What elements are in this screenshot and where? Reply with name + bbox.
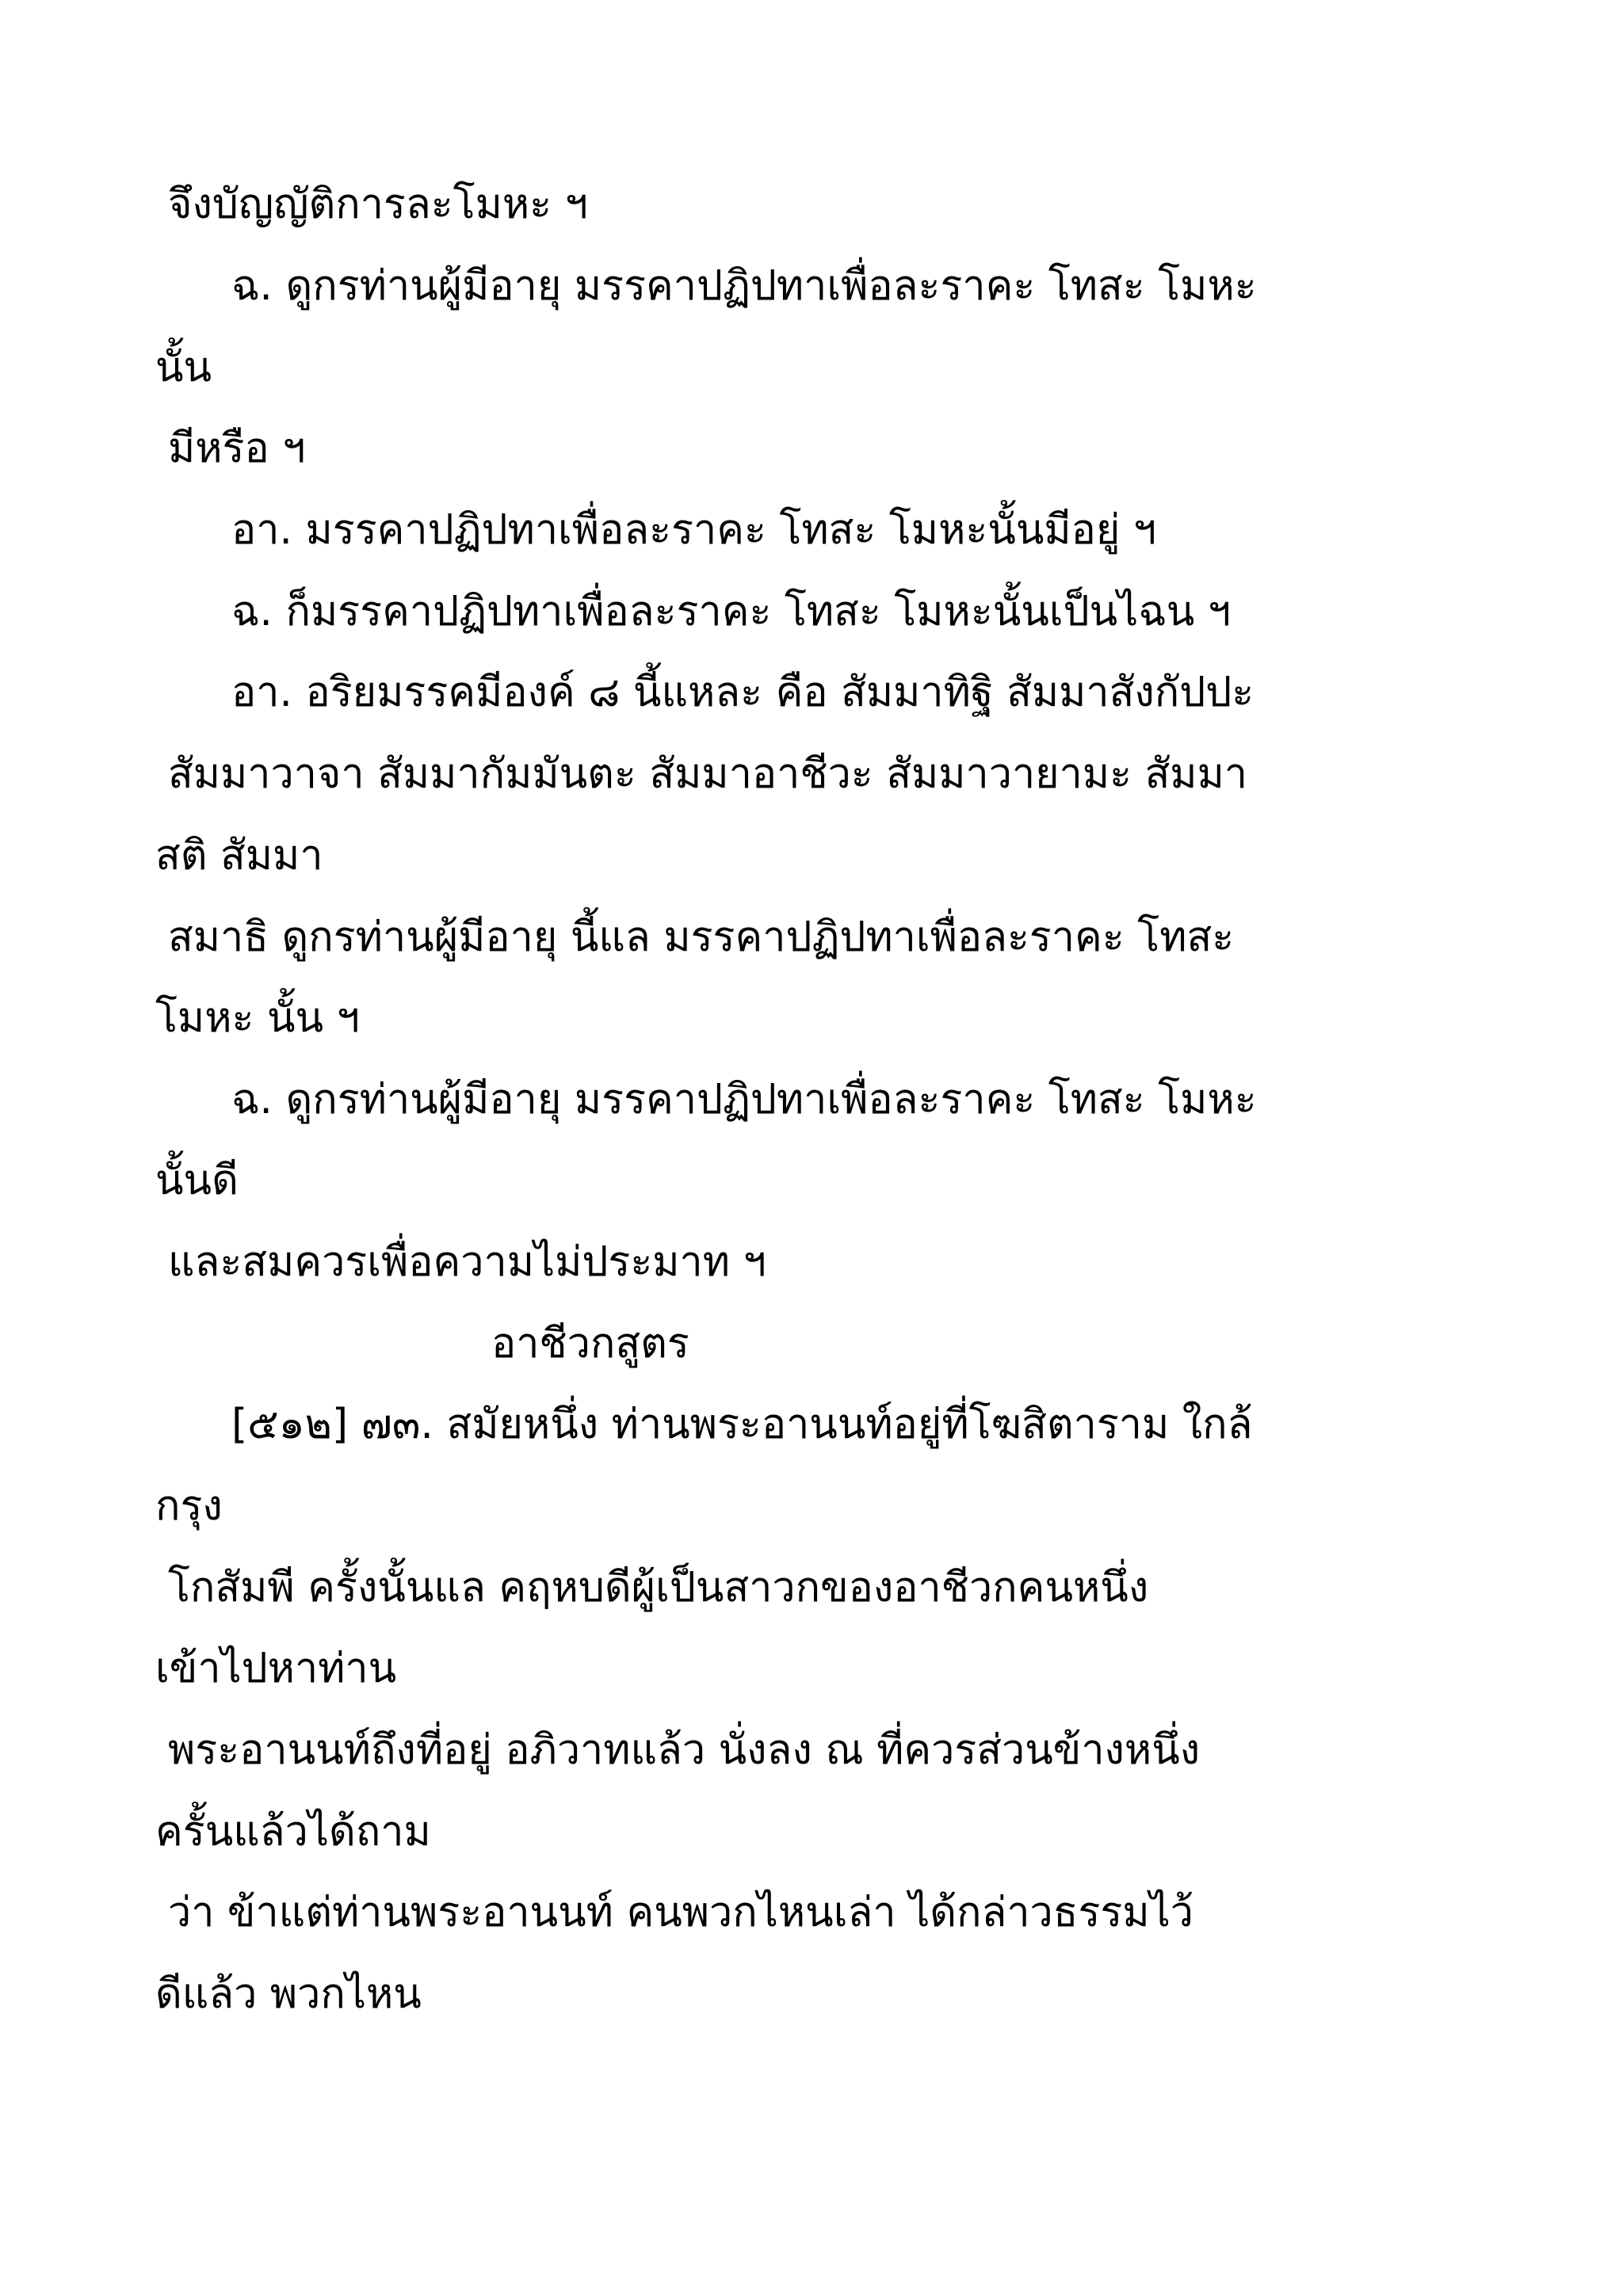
text-line: อา. มรรคาปฏิปทาเพื่อละราคะ โทสะ โมหะนั้นมีอยู่ ฯ bbox=[231, 506, 1157, 554]
text-line: จึงบัญญัติการละโมหะ ฯ bbox=[168, 181, 588, 228]
text-line: พระอานนท์ถึงที่อยู่ อภิวาทแล้ว นั่งลง ณ ที่ควรส่วนข้างหนึ่ง bbox=[168, 1726, 1201, 1774]
text-line: ฉ. ก็มรรคาปฏิปทาเพื่อละราคะ โทสะ โมหะนั้นเป็นไฉน ฯ bbox=[231, 588, 1232, 635]
text-line: สัมมาวาจา สัมมากัมมันตะ สัมมาอาชีวะ สัมมาวายามะ สัมมา bbox=[168, 750, 1248, 798]
text-line: ฉ. ดูกรท่านผู้มีอายุ มรรคาปฏิปทาเพื่อละราคะ โทสะ โมหะ bbox=[231, 262, 1257, 310]
text-line: ว่า ข้าแต่ท่านพระอานนท์ คนพวกไหนเล่า ได้กล่าวธรรมไว้ bbox=[168, 1889, 1193, 1936]
text-line: ฉ. ดูกรท่านผู้มีอายุ มรรคาปฏิปทาเพื่อละราคะ โทสะ โมหะ bbox=[231, 1076, 1257, 1123]
text-line: มีหรือ ฯ bbox=[168, 425, 306, 472]
text-line: โกสัมพี ครั้งนั้นแล คฤหบดีผู้เป็นสาวกของอาชีวกคนหนึ่ง bbox=[168, 1564, 1149, 1611]
section-heading: อาชีวกสูตร bbox=[491, 1320, 689, 1367]
text-line: นั้นดี bbox=[155, 1157, 239, 1204]
text-line: และสมควรเพื่อความไม่ประมาท ฯ bbox=[168, 1238, 766, 1286]
text-line: กรุง bbox=[155, 1482, 223, 1530]
text-line: ดีแล้ว พวกไหน bbox=[155, 1970, 422, 2018]
text-line: โมหะ นั้น ฯ bbox=[155, 994, 360, 1042]
text-line: [๕๑๒] ๗๓. สมัยหนึ่ง ท่านพระอานนท์อยู่ที่โฆสิตาราม ใกล้ bbox=[231, 1401, 1253, 1448]
text-line: สติ สัมมา bbox=[155, 832, 323, 879]
text-line: เข้าไปหาท่าน bbox=[155, 1645, 397, 1692]
text-line: ครั้นแล้วได้ถาม bbox=[155, 1808, 431, 1855]
text-line: สมาธิ ดูกรท่านผู้มีอายุ นี้แล มรรคาปฏิปทาเพื่อละราคะ โทสะ bbox=[168, 913, 1235, 961]
text-line: อา. อริยมรรคมีองค์ ๘ นี้แหละ คือ สัมมาทิฐิ สัมมาสังกัปปะ bbox=[231, 669, 1254, 716]
text-line: นั้น bbox=[155, 344, 212, 391]
